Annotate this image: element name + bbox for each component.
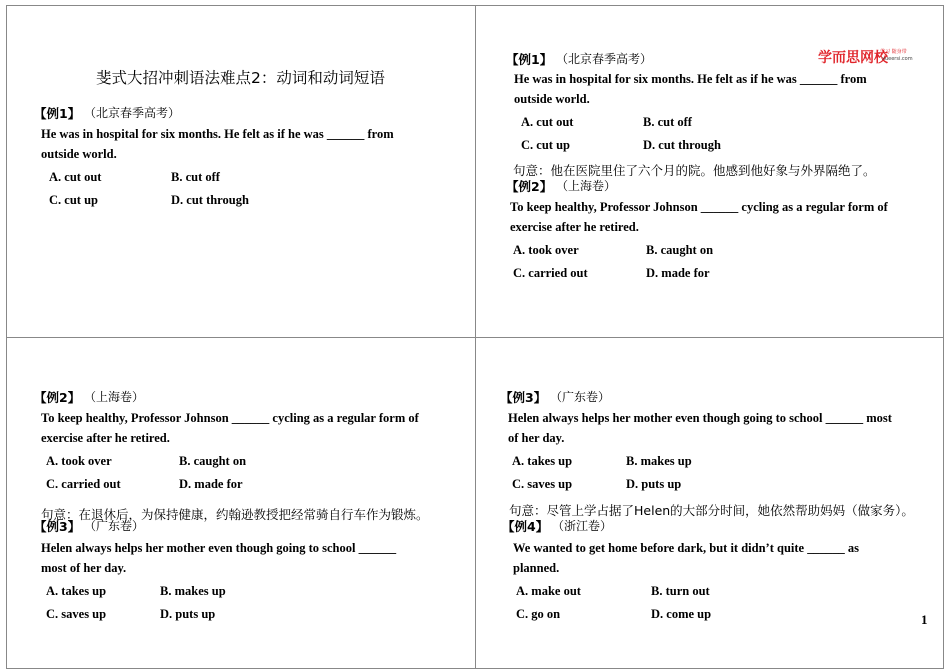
example-source: （上海卷）	[84, 390, 145, 404]
option-d: D. made for	[646, 266, 710, 280]
example-label: 【例4】	[502, 519, 549, 534]
example-label: 【例3】	[34, 519, 81, 534]
example-label: 【例3】	[500, 390, 547, 405]
option-d: D. cut through	[171, 193, 249, 207]
option-b: B. cut off	[171, 170, 220, 184]
example-label: 【例1】	[34, 106, 81, 121]
example-label: 【例2】	[34, 390, 81, 405]
option-b: B. caught on	[179, 454, 247, 468]
option-d: D. puts up	[626, 477, 682, 491]
page-number: 1	[921, 612, 928, 627]
example-source: （北京春季高考）	[84, 106, 181, 120]
option-a: A. cut out	[521, 115, 574, 129]
brand-logo	[818, 47, 913, 67]
question-line-1: We wanted to get home before dark, but it didn’t quite ______ as	[513, 541, 859, 555]
option-c: C. saves up	[512, 477, 573, 491]
logo-text: 学而思网校	[818, 50, 888, 66]
question-line-2: outside world.	[514, 92, 590, 106]
question-line-2: exercise after he retired.	[41, 431, 170, 445]
horizontal-divider	[6, 337, 944, 338]
option-a: A. make out	[516, 584, 581, 598]
option-a: A. took over	[46, 454, 112, 468]
sentence-meaning: 句意：在退休后，为保持健康，约翰逊教授把经常骑自行车作为锻炼。	[41, 507, 429, 522]
example-label: 【例2】	[506, 179, 553, 194]
sentence-meaning: 句意：尽管上学占据了Helen的大部分时间，她依然帮助妈妈（做家务）。	[509, 503, 914, 518]
example-source: （上海卷）	[556, 179, 617, 193]
logo-url: xueersi.com	[882, 56, 913, 62]
example-source: （广东卷）	[84, 519, 145, 533]
option-b: B. caught on	[646, 243, 714, 257]
option-c: C. cut up	[49, 193, 98, 207]
question-line-2: planned.	[513, 561, 560, 575]
option-d: D. cut through	[643, 138, 721, 152]
option-c: C. saves up	[46, 607, 107, 621]
option-d: D. puts up	[160, 607, 216, 621]
option-d: D. come up	[651, 607, 712, 621]
option-a: A. takes up	[46, 584, 107, 598]
page-title: 斐式大招冲刺语法难点2：动词和动词短语	[96, 69, 385, 87]
example-source: （北京春季高考）	[556, 52, 653, 66]
example-source: （浙江卷）	[552, 519, 613, 533]
option-a: A. takes up	[512, 454, 573, 468]
option-b: B. turn out	[651, 584, 710, 598]
question-line-1: He was in hospital for six months. He felt as if he was ______ from	[41, 127, 394, 141]
option-a: A. took over	[513, 243, 579, 257]
question-line-1: To keep healthy, Professor Johnson ______ cycling as a regular form of	[510, 200, 888, 214]
option-c: C. carried out	[513, 266, 588, 280]
option-c: C. go on	[516, 607, 561, 621]
question-line-1: To keep healthy, Professor Johnson ______ cycling as a regular form of	[41, 411, 419, 425]
option-d: D. made for	[179, 477, 243, 491]
question-line-2: exercise after he retired.	[510, 220, 639, 234]
question-line-1: He was in hospital for six months. He felt as if he was ______ from	[514, 72, 867, 86]
logo-tagline: 学习 随身带	[880, 49, 907, 55]
option-b: B. cut off	[643, 115, 692, 129]
option-b: B. makes up	[160, 584, 226, 598]
example-label: 【例1】	[506, 52, 553, 67]
sentence-meaning: 句意：他在医院里住了六个月的院。他感到他好象与外界隔绝了。	[513, 163, 876, 178]
question-line-2: of her day.	[508, 431, 565, 445]
option-c: C. carried out	[46, 477, 121, 491]
option-a: A. cut out	[49, 170, 102, 184]
question-line-2: most of her day.	[41, 561, 127, 575]
example-source: （广东卷）	[550, 390, 611, 404]
question-line-1: Helen always helps her mother even though going to school ______	[41, 541, 397, 555]
option-c: C. cut up	[521, 138, 570, 152]
question-line-2: outside world.	[41, 147, 117, 161]
option-b: B. makes up	[626, 454, 692, 468]
question-line-1: Helen always helps her mother even though going to school ______ most	[508, 411, 892, 425]
